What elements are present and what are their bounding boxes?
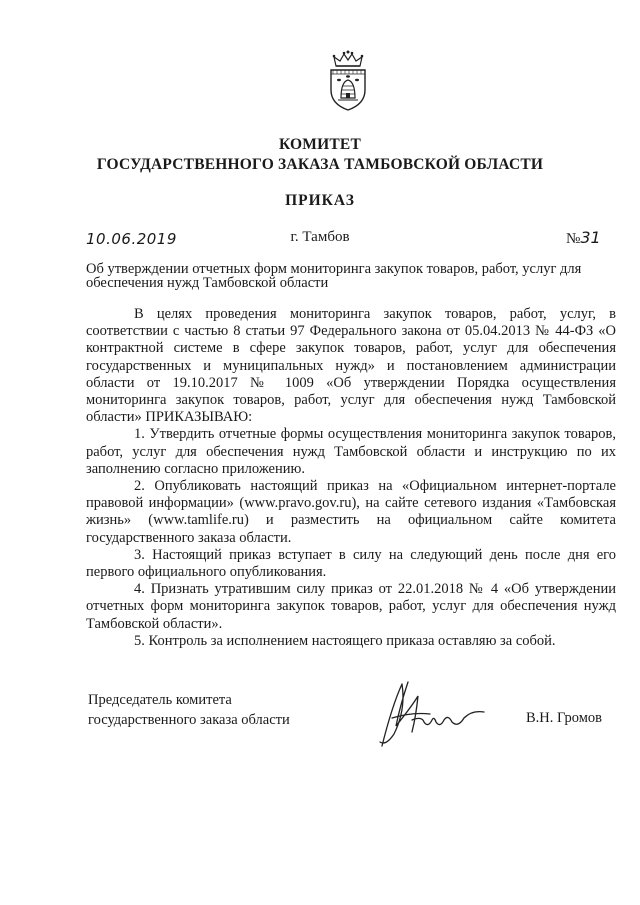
handwritten-signature bbox=[372, 676, 494, 756]
order-number-value: 31 bbox=[580, 228, 601, 247]
order-subject: Об утверждении отчетных форм мониторинга закупок товаров, работ, услуг для обеспечения нужд Тамбовской области bbox=[86, 261, 582, 291]
order-body bbox=[86, 306, 616, 650]
order-date: 10.06.2019 bbox=[86, 230, 177, 248]
signatory-title-line1: Председатель комитета bbox=[88, 692, 232, 708]
order-city: г. Тамбов bbox=[290, 229, 350, 245]
coat-of-arms-icon bbox=[324, 50, 372, 112]
signer-name: В.Н. Громов bbox=[526, 710, 602, 726]
signatory-title bbox=[88, 690, 290, 730]
signatory-title-line2: государственного заказа области bbox=[88, 712, 290, 728]
body-paragraph: В целях проведения мониторинга закупок товаров, работ, услуг, в соответствии с частью 8 статьи 97 Федерального закона от 05.04.2013 № 44-ФЗ «О контрактной системе в сфере закупок товаров, работ, услуг для обеспечения государственных и муниципальных нужд» и постановлением администрации области от 19.10.2017 № 1009 «Об утверждении Порядка осуществления мониторинга закупок товаров, работ, услуг для обеспечения нужд Тамбовской области» ПРИКАЗЫВАЮ: bbox=[86, 306, 616, 426]
body-paragraph: 4. Признать утратившим силу приказ от 22.01.2018 № 4 «Об утверждении отчетных форм мониторинга закупок товаров, работ, услуг для обеспечения нужд Тамбовской области». bbox=[86, 581, 616, 632]
order-number-prefix: № bbox=[566, 231, 581, 247]
org-name-line2: ГОСУДАРСТВЕННОГО ЗАКАЗА ТАМБОВСКОЙ ОБЛАСТИ bbox=[96, 156, 544, 173]
body-paragraph: 2. Опубликовать настоящий приказ на «Официальном интернет-портале правовой информации» (www.pravo.gov.ru), на сайте сетевого издания «Тамбовская жизнь» (www.tamlife.ru) и разместить на официальном сайте комитета государственного заказа области. bbox=[86, 478, 616, 546]
org-name-line1: КОМИТЕТ bbox=[278, 136, 361, 153]
body-paragraph: 5. Контроль за исполнением настоящего приказа оставляю за собой. bbox=[134, 632, 556, 649]
document-type: ПРИКАЗ bbox=[285, 192, 355, 209]
body-paragraph: 1. Утвердить отчетные формы осуществления мониторинга закупок товаров, работ, услуг для обеспечения нужд Тамбовской области и инструкцию по их заполнению согласно приложению. bbox=[86, 426, 616, 477]
body-paragraph: 3. Настоящий приказ вступает в силу на следующий день после дня его первого официального опубликования. bbox=[86, 546, 616, 581]
order-number bbox=[566, 228, 601, 248]
